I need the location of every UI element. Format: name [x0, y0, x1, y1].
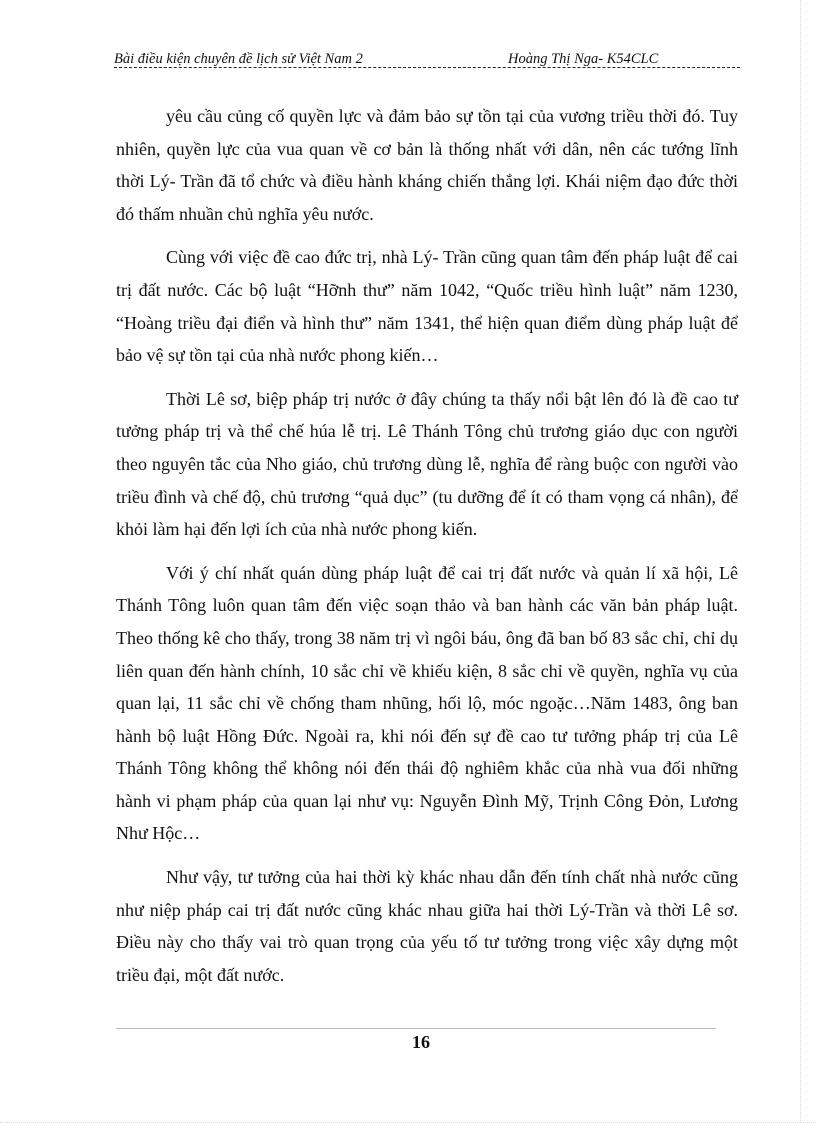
- header-divider: [114, 67, 740, 68]
- footer-divider: [116, 1028, 716, 1029]
- paragraph-3: Thời Lê sơ, biệp pháp trị nước ở đây chúng ta thấy nổi bật lên đó là đề cao tư tưởng pháp trị và thể chế húa lễ trị. Lê Thánh Tông chủ trương giáo dục con người theo nguyên tắc của Nho giáo, chủ trương dùng lễ, nghĩa để ràng buộc con người vào triều đình và chế độ, chủ trương “quả dục” (tu dưỡng để ít có tham vọng cá nhân), để khỏi làm hại đến lợi ích của nhà nước phong kiến.: [116, 388, 738, 540]
- paragraph-4: Với ý chí nhất quán dùng pháp luật để cai trị đất nước và quản lí xã hội, Lê Thánh Tông luôn quan tâm đến việc soạn thảo và ban hành các văn bản pháp luật. Theo thống kê cho thấy, trong 38 năm trị vì ngôi báu, ông đã ban bố 83 sắc chỉ, chỉ dụ liên quan đến hành chính, 10 sắc chỉ về khiếu kiện, 8 sắc chỉ về quyền, nghĩa vụ của quan lại, 11 sắc chỉ về chống tham nhũng, hối lộ, móc ngoặc…Năm 1483, ông ban hành bộ luật Hồng Đức. Ngoài ra, khi nói đến sự đề cao tư tưởng pháp trị của Lê Thánh Tông không thể không nói đến thái độ nghiêm khắc của nhà vua đối những hành vi phạm pháp của quan lại như vụ: Nguyễn Đình Mỹ, Trịnh Công Đỏn, Lương Như Hộc…: [116, 562, 738, 844]
- paragraph-2: Cùng với việc đề cao đức trị, nhà Lý- Trần cũng quan tâm đến pháp luật để cai trị đất nước. Các bộ luật “Hỡnh thư” năm 1042, “Quốc triều hình luật” năm 1230, “Hoàng triều đại điển và hình thư” năm 1341, thể hiện quan điểm dùng pháp luật để bảo vệ sự tồn tại của nhà nước phong kiến…: [116, 247, 738, 366]
- document-body: [116, 100, 738, 1002]
- header-author: Hoàng Thị Nga- K54CLC: [508, 51, 659, 67]
- page-header: [114, 49, 740, 69]
- paragraph-5: Như vậy, tư tưởng của hai thời kỳ khác nhau dẫn đến tính chất nhà nước cũng như niệp pháp cai trị đất nước cũng khác nhau giữa hai thời Lý-Trần và thời Lê sơ. Điều này cho thấy vai trò quan trọng của yếu tố tư tưởng trong việc xây dựng một triều đại, một đất nước.: [116, 867, 738, 985]
- header-document-title: Bài điều kiện chuyên đề lịch sử Việt Nam 2: [114, 51, 363, 67]
- page-number: 16: [412, 1032, 430, 1052]
- paragraph-1: yêu cầu củng cố quyền lực và đảm bảo sự tồn tại của vương triều thời đó. Tuy nhiên, quyền lực của vua quan về cơ bản là thống nhất với dân, nên các tướng lĩnh thời Lý- Trần đã tổ chức và điều hành kháng chiến thắng lợi. Khái niệm đạo đức thời đó thấm nhuần chủ nghĩa yêu nước.: [116, 106, 738, 224]
- page-border-right: [800, 0, 801, 1123]
